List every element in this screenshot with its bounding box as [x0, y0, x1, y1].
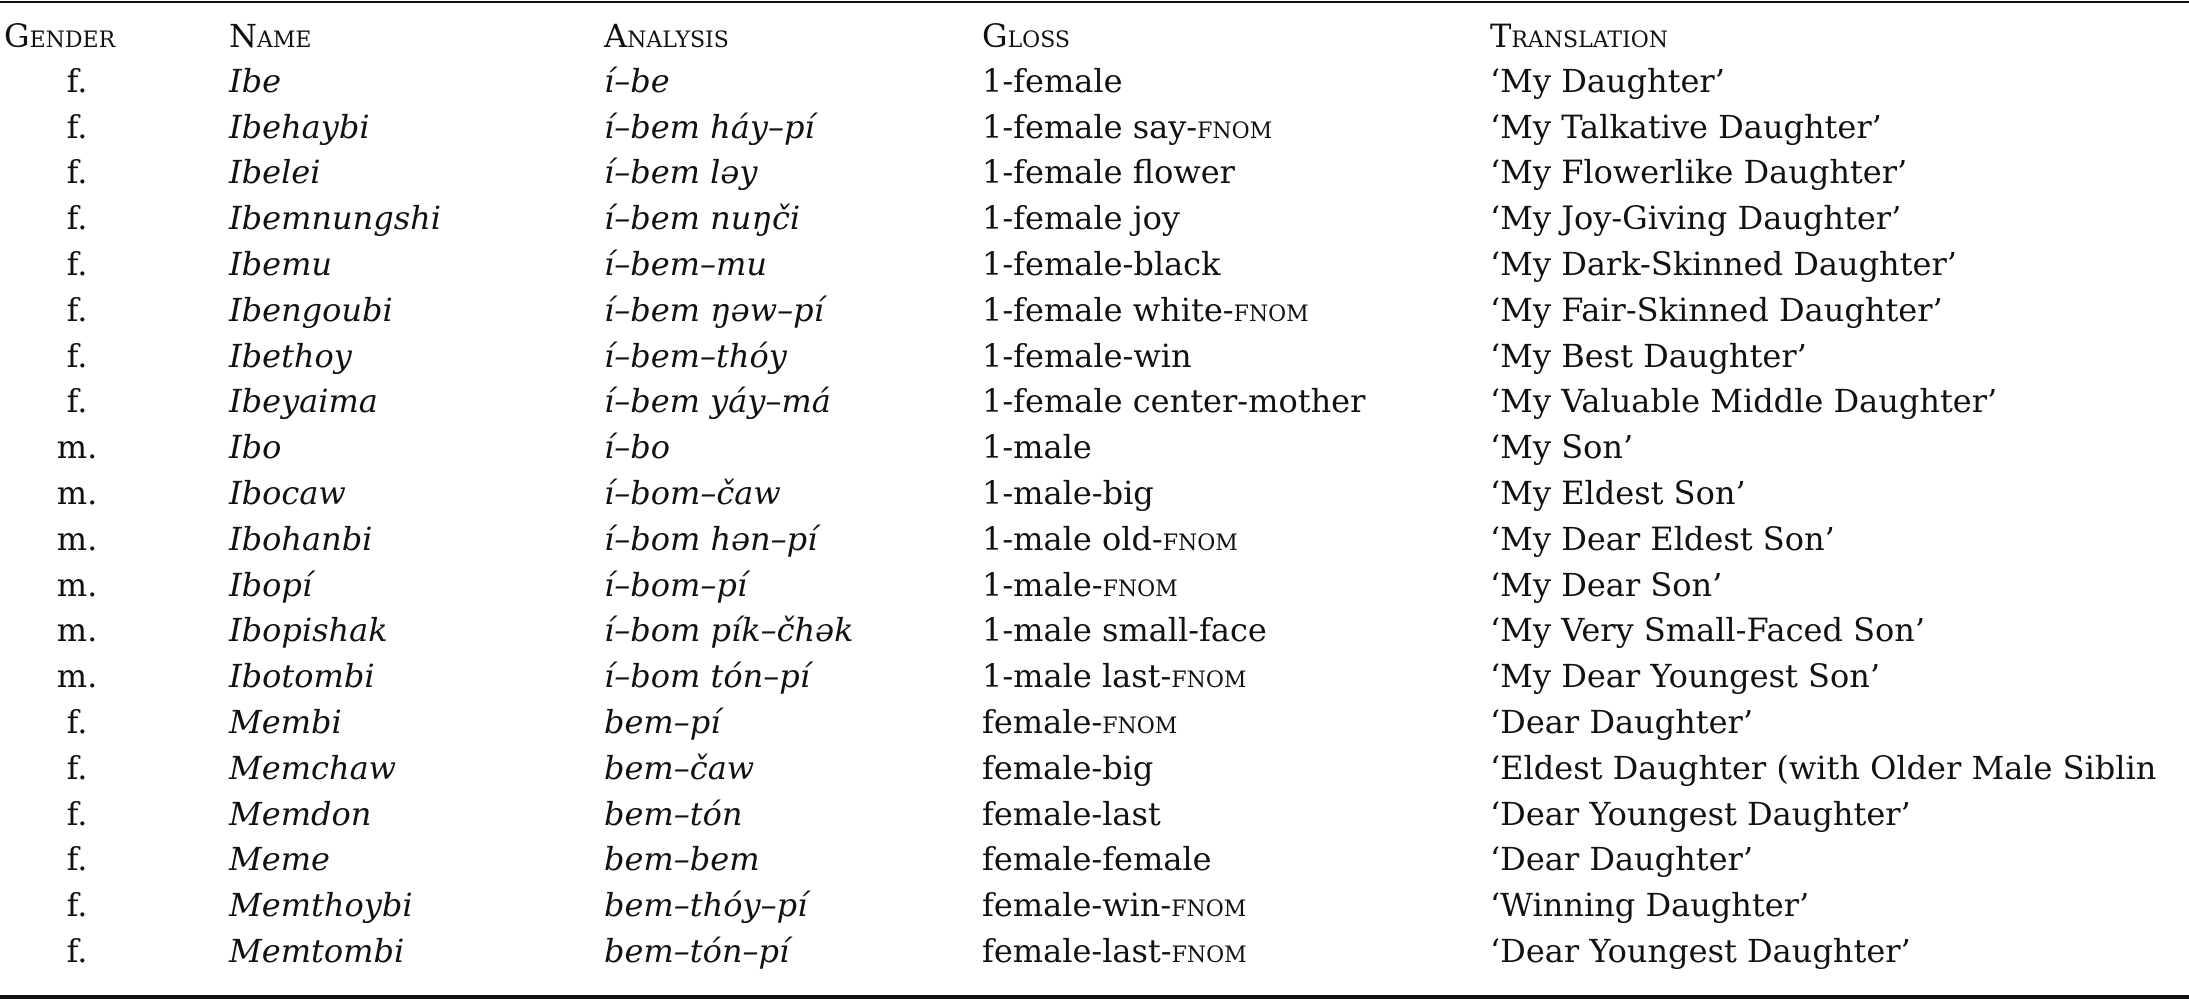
name-cell: Ibotombi	[229, 657, 375, 696]
analysis-cell: í–bom hən–pí	[604, 519, 818, 558]
bottom-rule	[0, 995, 2189, 999]
name-cell: Ibethoy	[229, 336, 352, 375]
gloss-cell	[982, 837, 1490, 883]
top-rule	[0, 1, 2189, 3]
gloss-text: 1-male	[982, 428, 1092, 467]
gender-cell: f.	[66, 794, 88, 833]
table-row	[0, 195, 2189, 241]
gloss-small-caps: fnom	[1171, 657, 1247, 696]
analysis-cell: í–bo	[604, 428, 670, 467]
table-row	[0, 608, 2189, 654]
gender-cell: f.	[66, 290, 88, 329]
header-analysis: Analysis	[604, 17, 729, 55]
translation-cell: ‘Eldest Daughter (with Older Male Siblin	[1490, 748, 2157, 787]
gloss-small-caps: fnom	[1171, 886, 1247, 925]
gloss-text: 1-male last-	[982, 657, 1172, 696]
gloss-text: 1-female flower	[982, 153, 1235, 192]
analysis-cell: í–bom pík–čhək	[604, 611, 854, 650]
name-cell: Ibelei	[229, 153, 321, 192]
name-cell: Memtombi	[229, 932, 405, 971]
gloss-text: 1-female say-	[982, 107, 1198, 146]
header-gloss: Gloss	[982, 17, 1070, 55]
analysis-cell: í–bem nuŋči	[604, 199, 801, 238]
gloss-text: 1-male-big	[982, 474, 1154, 513]
table-row	[0, 745, 2189, 791]
analysis-cell: í–bem–mu	[604, 245, 767, 284]
gender-cell: f.	[66, 153, 88, 192]
analysis-cell: bem–čaw	[604, 748, 755, 787]
gender-cell: f.	[66, 932, 88, 971]
gloss-text: female-win-	[982, 886, 1172, 925]
gloss-cell	[982, 58, 1490, 104]
name-cell: Ibe	[229, 61, 282, 100]
gloss-cell	[982, 699, 1490, 745]
gloss-cell	[982, 150, 1490, 196]
gloss-cell	[982, 424, 1490, 470]
translation-cell: ‘Winning Daughter’	[1490, 886, 1810, 925]
gloss-small-caps: fnom	[1197, 107, 1273, 146]
gloss-cell	[982, 333, 1490, 379]
gloss-text: 1-male-	[982, 565, 1103, 604]
translation-cell: ‘My Dear Son’	[1490, 565, 1723, 604]
translation-cell: ‘My Dear Eldest Son’	[1490, 519, 1835, 558]
table-row	[0, 699, 2189, 745]
gloss-text: 1-female center-mother	[982, 382, 1366, 421]
name-cell: Ibehaybi	[229, 107, 370, 146]
analysis-cell: í–bom–pí	[604, 565, 748, 604]
gender-cell: m.	[56, 565, 98, 604]
translation-cell: ‘My Dark-Skinned Daughter’	[1490, 245, 1957, 284]
analysis-cell: í–bem ləy	[604, 153, 758, 192]
name-cell: Ibengoubi	[229, 290, 393, 329]
translation-cell: ‘My Fair-Skinned Daughter’	[1490, 290, 1943, 329]
gloss-text: 1-female joy	[982, 199, 1180, 238]
analysis-cell: í–bem háy–pí	[604, 107, 815, 146]
translation-cell: ‘My Dear Youngest Son’	[1490, 657, 1880, 696]
name-cell: Ibohanbi	[229, 519, 373, 558]
table-row	[0, 516, 2189, 562]
translation-cell: ‘Dear Youngest Daughter’	[1490, 794, 1911, 833]
gender-cell: f.	[66, 382, 88, 421]
gloss-cell	[982, 653, 1490, 699]
gloss-text: 1-female-black	[982, 245, 1221, 284]
translation-cell: ‘Dear Daughter’	[1490, 840, 1754, 879]
name-cell: Memdon	[229, 794, 372, 833]
analysis-cell: bem–tón–pí	[604, 932, 790, 971]
name-cell: Ibopí	[229, 565, 313, 604]
translation-cell: ‘My Best Daughter’	[1490, 336, 1807, 375]
table-row	[0, 333, 2189, 379]
translation-cell: ‘My Valuable Middle Daughter’	[1490, 382, 1998, 421]
table-row	[0, 379, 2189, 425]
translation-cell: ‘My Eldest Son’	[1490, 474, 1746, 513]
gender-cell: f.	[66, 703, 88, 742]
analysis-cell: bem–thóy–pí	[604, 886, 808, 925]
header-name: Name	[229, 17, 312, 55]
name-cell: Memthoybi	[229, 886, 413, 925]
name-cell: Ibo	[229, 428, 282, 467]
gender-cell: f.	[66, 61, 88, 100]
names-table	[0, 14, 2189, 974]
gender-cell: f.	[66, 199, 88, 238]
name-cell: Membi	[229, 703, 342, 742]
table-row	[0, 150, 2189, 196]
gender-cell: f.	[66, 245, 88, 284]
analysis-cell: í–bom tón–pí	[604, 657, 810, 696]
table-row	[0, 928, 2189, 974]
gloss-cell	[982, 195, 1490, 241]
analysis-cell: í–bem yáy–má	[604, 382, 831, 421]
analysis-cell: bem–bem	[604, 840, 760, 879]
gender-cell: f.	[66, 336, 88, 375]
gloss-text: female-	[982, 703, 1103, 742]
gloss-small-caps: fnom	[1233, 290, 1309, 329]
gender-cell: f.	[66, 886, 88, 925]
gender-cell: m.	[56, 428, 98, 467]
gloss-small-caps: fnom	[1102, 565, 1178, 604]
translation-cell: ‘My Joy-Giving Daughter’	[1490, 199, 1902, 238]
gloss-cell	[982, 241, 1490, 287]
gloss-text: 1-female	[982, 61, 1123, 100]
gloss-small-caps: fnom	[1162, 519, 1238, 558]
analysis-cell: í–bem ŋəw–pí	[604, 290, 824, 329]
table-row	[0, 241, 2189, 287]
name-cell: Ibemu	[229, 245, 333, 284]
table-row	[0, 837, 2189, 883]
table-row	[0, 562, 2189, 608]
table-row	[0, 882, 2189, 928]
gloss-cell	[982, 104, 1490, 150]
name-cell: Meme	[229, 840, 330, 879]
header-translation: Translation	[1490, 17, 1669, 55]
analysis-cell: í–bem–thóy	[604, 336, 787, 375]
gloss-cell	[982, 287, 1490, 333]
analysis-cell: í–bom–čaw	[604, 474, 781, 513]
gloss-cell	[982, 608, 1490, 654]
gloss-cell	[982, 745, 1490, 791]
gloss-text: female-big	[982, 748, 1154, 787]
gloss-small-caps: fnom	[1171, 932, 1247, 971]
translation-cell: ‘My Daughter’	[1490, 61, 1725, 100]
gloss-cell	[982, 516, 1490, 562]
name-cell: Ibeyaima	[229, 382, 378, 421]
table-row	[0, 104, 2189, 150]
gloss-cell	[982, 562, 1490, 608]
gloss-text: female-last	[982, 794, 1161, 833]
table-row	[0, 58, 2189, 104]
gloss-text: female-female	[982, 840, 1212, 879]
gender-cell: f.	[66, 107, 88, 146]
translation-cell: ‘Dear Daughter’	[1490, 703, 1754, 742]
table-body	[0, 58, 2189, 974]
header-gender: Gender	[4, 17, 116, 55]
table-row	[0, 470, 2189, 516]
translation-cell: ‘My Talkative Daughter’	[1490, 107, 1882, 146]
analysis-cell: í–be	[604, 61, 670, 100]
gloss-cell	[982, 379, 1490, 425]
table-row	[0, 791, 2189, 837]
gender-cell: f.	[66, 840, 88, 879]
translation-cell: ‘My Son’	[1490, 428, 1634, 467]
gender-cell: m.	[56, 519, 98, 558]
gloss-cell	[982, 928, 1490, 974]
gloss-cell	[982, 882, 1490, 928]
name-cell: Memchaw	[229, 748, 397, 787]
name-cell: Ibemnungshi	[229, 199, 441, 238]
gloss-text: 1-female-win	[982, 336, 1192, 375]
gloss-text: 1-male small-face	[982, 611, 1267, 650]
translation-cell: ‘My Very Small-Faced Son’	[1490, 611, 1926, 650]
analysis-cell: bem–tón	[604, 794, 743, 833]
gloss-small-caps: fnom	[1102, 703, 1178, 742]
translation-cell: ‘My Flowerlike Daughter’	[1490, 153, 1908, 192]
gender-cell: m.	[56, 657, 98, 696]
gender-cell: m.	[56, 611, 98, 650]
gloss-text: 1-male old-	[982, 519, 1163, 558]
gloss-cell	[982, 470, 1490, 516]
header-row	[0, 14, 2189, 58]
table-row	[0, 287, 2189, 333]
gloss-text: female-last-	[982, 932, 1172, 971]
gloss-cell	[982, 791, 1490, 837]
gender-cell: m.	[56, 474, 98, 513]
translation-cell: ‘Dear Youngest Daughter’	[1490, 932, 1911, 971]
table-row	[0, 653, 2189, 699]
table-row	[0, 424, 2189, 470]
name-cell: Ibocaw	[229, 474, 346, 513]
analysis-cell: bem–pí	[604, 703, 721, 742]
gloss-text: 1-female white-	[982, 290, 1234, 329]
gender-cell: f.	[66, 748, 88, 787]
name-cell: Ibopishak	[229, 611, 388, 650]
